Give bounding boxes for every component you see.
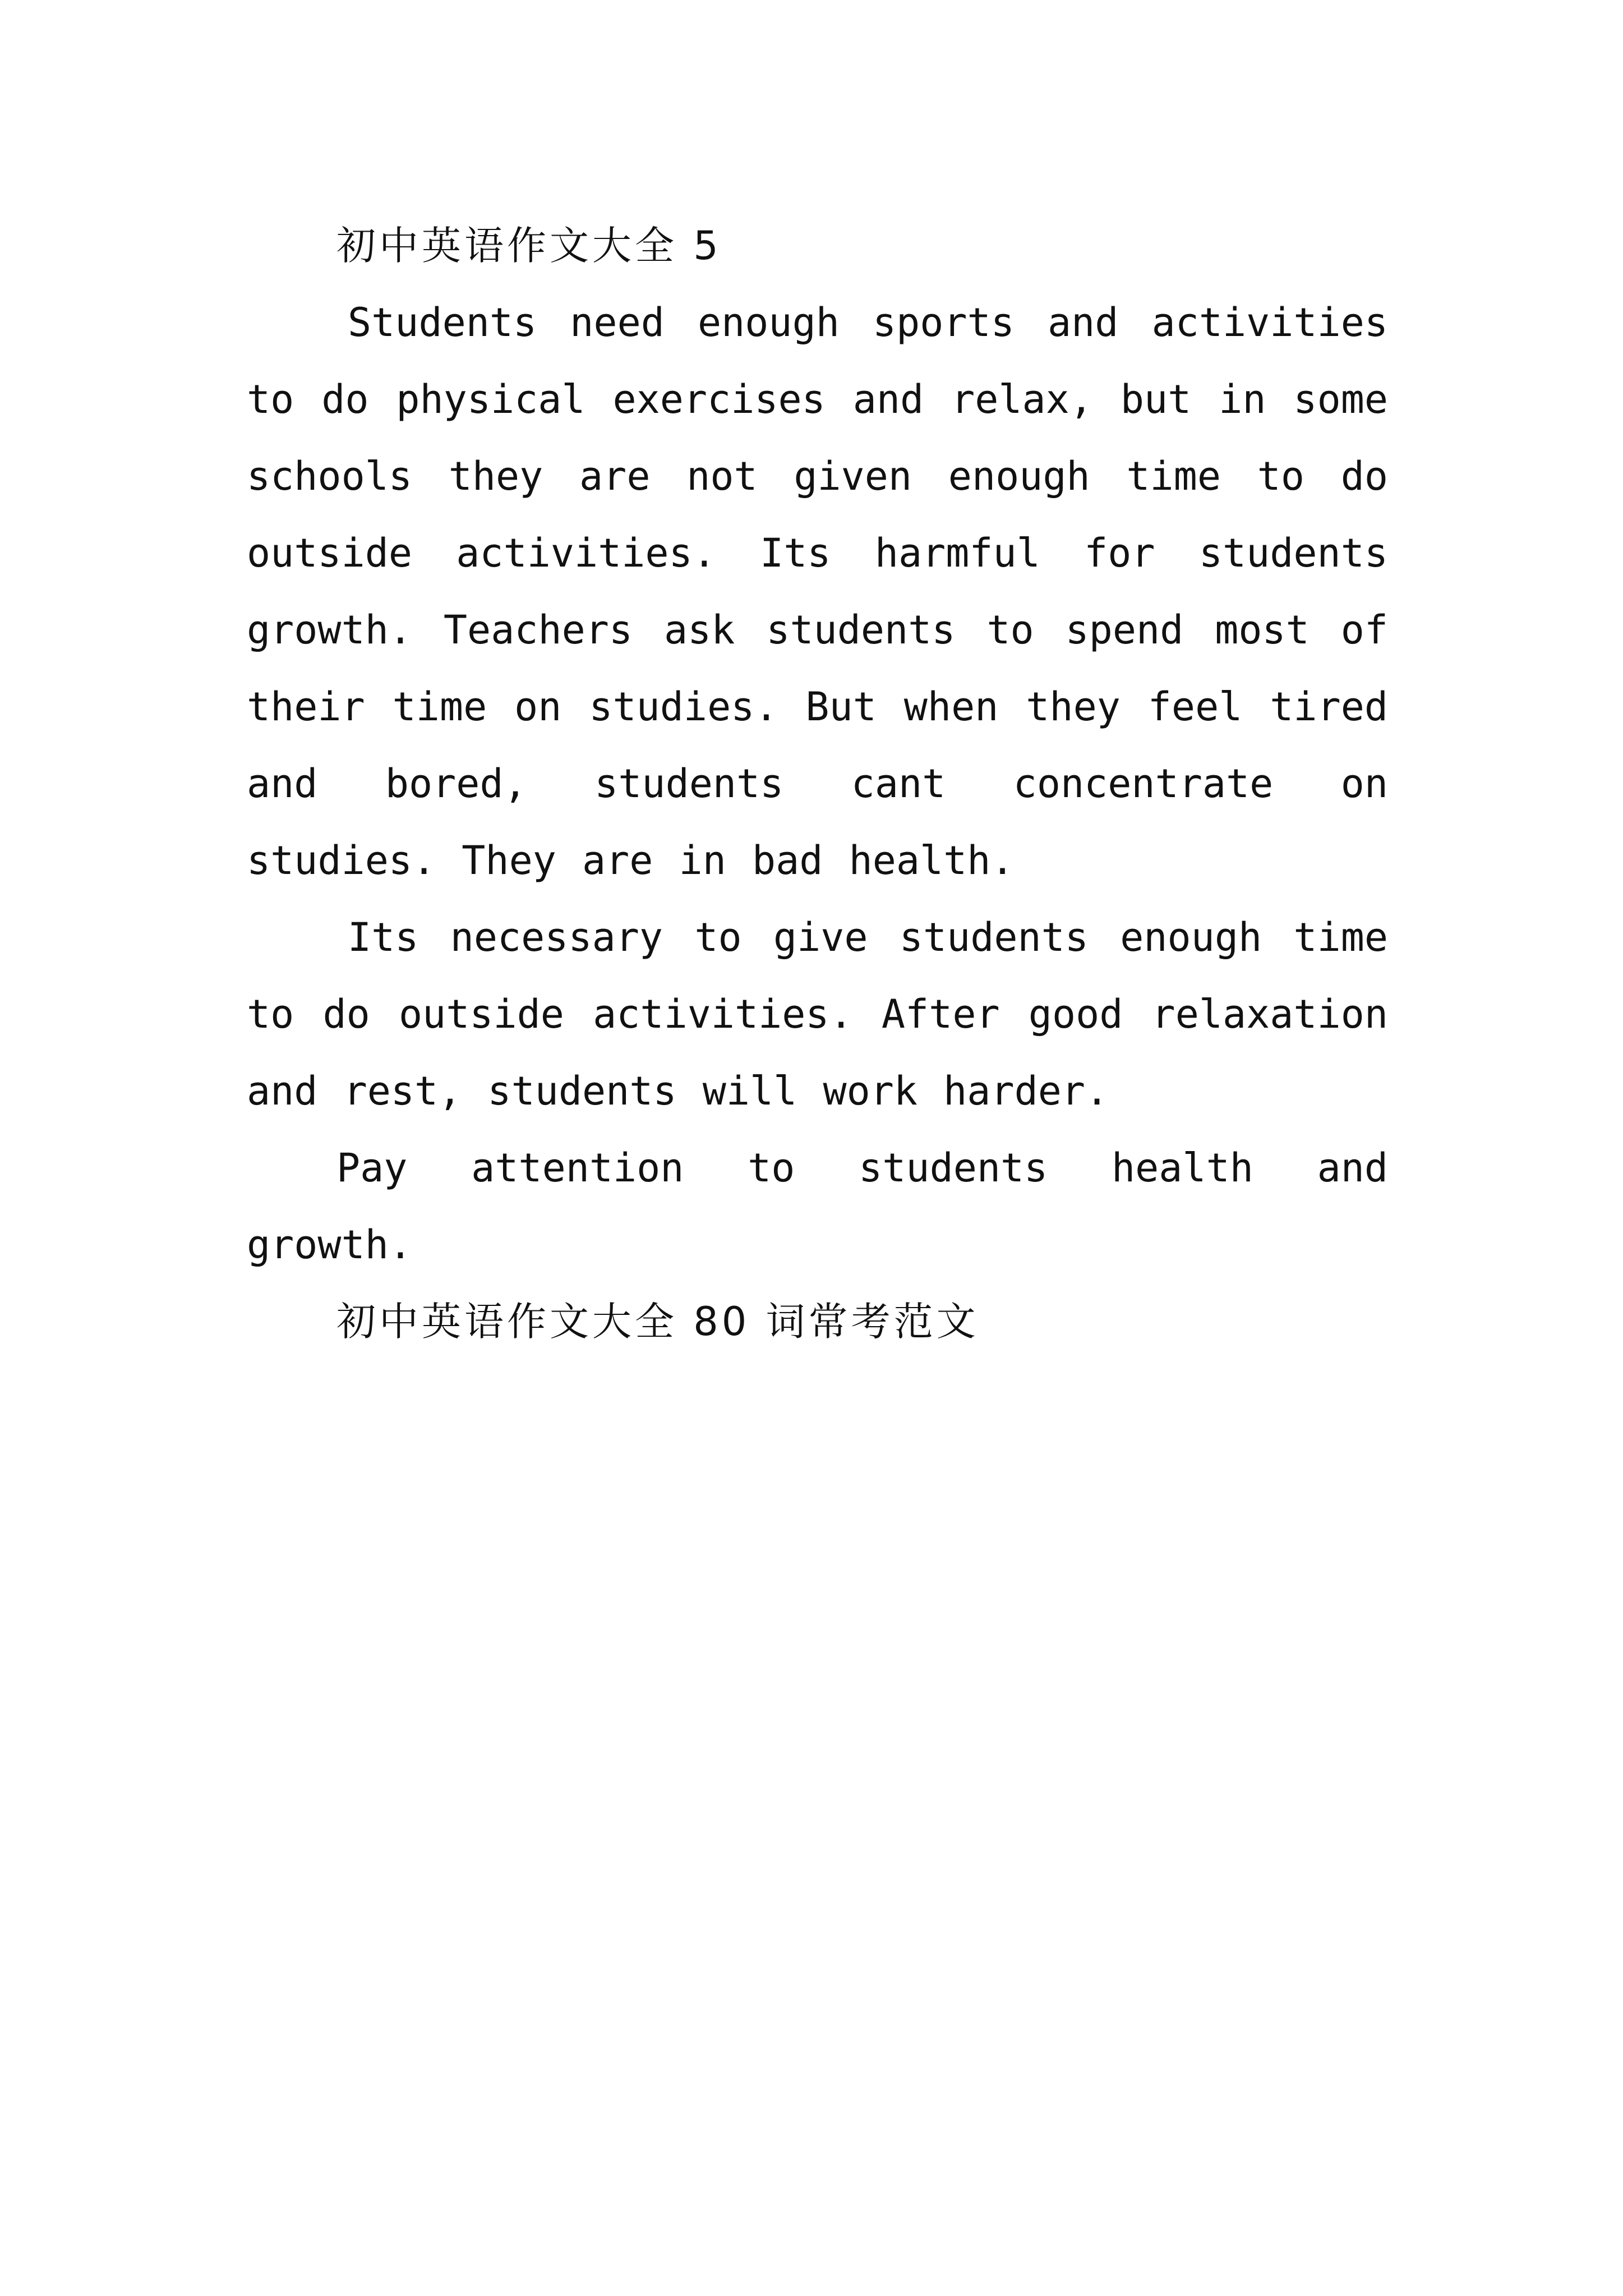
closing-sentence: Pay attention to students health and growth. [247,1145,1388,1268]
section-heading: 初中英语作文大全 5 [336,223,722,269]
essay-paragraph: Its necessary to give students enough time to do outside activities. After good relaxation and rest, students will work harder. [247,914,1388,1114]
essay-paragraph: Students need enough sports and activities to do physical exercises and relax, but in some schools they are not given enough time to do outside activities. Its harmful for students growth. Teachers ask students to spend most of their time on studies. But when they feel tired and bored, students cant concentrate on studies. They are in bad health. [247,300,1388,884]
next-section-heading: 初中英语作文大全 80 词常考范文 [336,1299,979,1345]
document-body [247,208,1388,1360]
